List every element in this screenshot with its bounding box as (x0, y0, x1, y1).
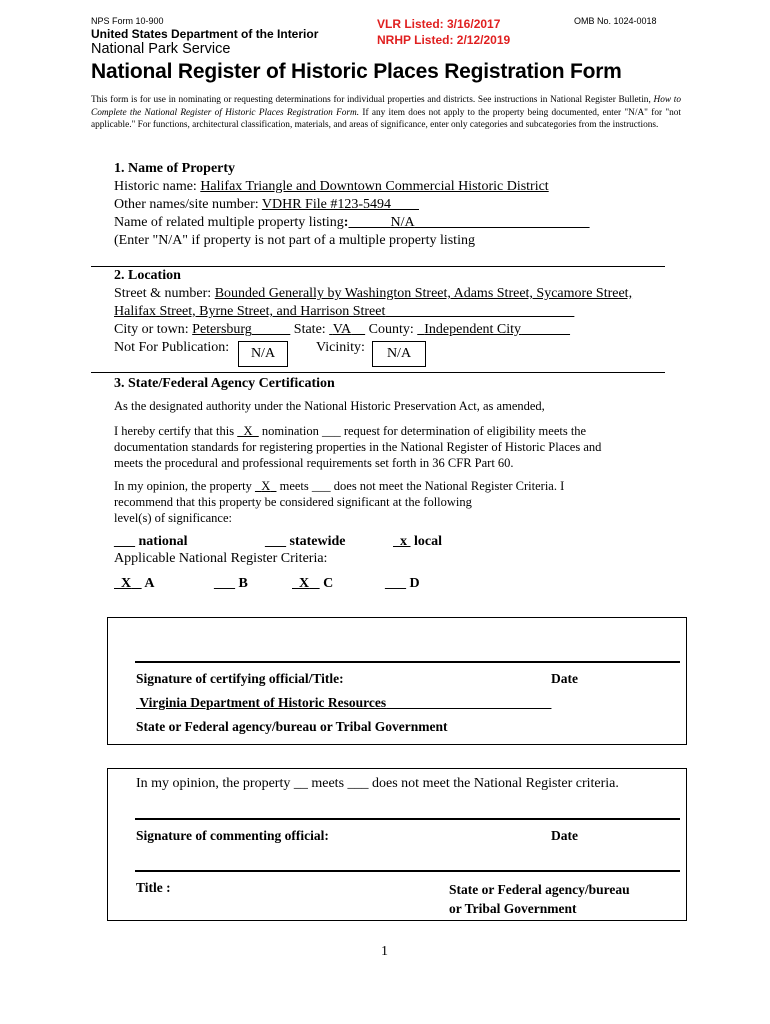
not-for-publication-label: Not For Publication: (114, 340, 230, 355)
certifying-signature-line[interactable] (135, 661, 680, 663)
street-row (114, 286, 632, 302)
opinion-mark-value: X (261, 479, 271, 493)
city-value: Petersburg (192, 322, 252, 337)
certifying-date-label: Date (551, 671, 578, 686)
county-field[interactable] (417, 322, 570, 337)
related-listing-note: (Enter "N/A" if property is not part of a multiple property listing (114, 233, 475, 248)
state-label: State: (293, 322, 330, 337)
criteria-d-label: D (409, 576, 420, 591)
county-label: County: (368, 322, 418, 337)
certify-mark-value: X (243, 424, 253, 438)
nrhp-listed: NRHP Listed: 2/12/2019 (377, 33, 511, 47)
street-underline (385, 304, 574, 319)
section1-divider (91, 266, 665, 267)
commenting-agency-label (449, 880, 630, 918)
related-listing-label: Name of related multiple property listing (114, 215, 344, 230)
other-names-row (114, 197, 419, 213)
authority-statement: As the designated authority under the National Historic Preservation Act, as amended, (114, 399, 545, 413)
criteria-label: Applicable National Register Criteria: (114, 551, 328, 566)
related-listing-value: N/A (390, 215, 415, 230)
certify-nomination-mark[interactable] (237, 424, 259, 438)
other-names-label: Other names/site number: (114, 197, 262, 212)
certifying-signature-label: Signature of certifying official/Title: (136, 671, 344, 686)
level-statewide[interactable] (265, 534, 346, 550)
statewide-blank: ___ (265, 534, 286, 549)
opinion-text-a: In my opinion, the property (114, 479, 255, 493)
section3-heading: 3. State/Federal Agency Certification (114, 376, 335, 391)
historic-name-value[interactable]: Halifax Triangle and Downtown Commercial Historic District (200, 179, 549, 194)
opinion-text-line3: level(s) of significance: (114, 511, 233, 525)
state-field[interactable] (329, 322, 365, 337)
omb-number: OMB No. 1024-0018 (574, 16, 657, 26)
opinion-statement (114, 478, 564, 526)
related-listing-field[interactable] (348, 215, 589, 230)
intro-paragraph (91, 94, 681, 132)
criteria-c-mark (292, 576, 320, 591)
criteria-c-mark-value: X (299, 576, 310, 591)
intro-bulletin-title: How to Complete the National Register of Historic Places Registration Form. (91, 95, 682, 118)
statewide-label: statewide (286, 534, 346, 549)
city-field[interactable] (192, 322, 290, 337)
commenting-top-line (135, 818, 680, 820)
criteria-d[interactable] (385, 576, 420, 592)
certify-text-a: I hereby certify that this (114, 424, 238, 438)
city-state-row (114, 322, 570, 338)
certify-text-line3: meets the procedural and professional requirements set forth in 36 CFR Part 60. (114, 456, 514, 470)
criteria-a[interactable] (114, 576, 154, 592)
county-value: Independent City (424, 322, 522, 337)
level-national[interactable] (114, 534, 188, 550)
national-label: national (135, 534, 188, 549)
local-label: local (410, 534, 442, 549)
street-row-2 (114, 304, 574, 320)
criteria-b[interactable] (214, 576, 248, 592)
related-listing-colon: : (343, 215, 349, 230)
commenting-opinion: In my opinion, the property __ meets ___ does not meet the National Register criteria. (136, 776, 619, 791)
state-value: VA (332, 322, 352, 337)
certifying-agency-field (136, 695, 551, 710)
commenting-agency-line2: or Tribal Government (449, 901, 577, 916)
other-names-underline (391, 197, 419, 212)
criteria-c-label: C (323, 576, 334, 591)
certifying-agency-value: Virginia Department of Historic Resources (139, 695, 387, 710)
local-mark (393, 534, 411, 549)
section1-heading: 1. Name of Property (114, 161, 236, 176)
commenting-title-label: Title : (136, 880, 171, 895)
certifying-agency-row[interactable] (136, 695, 551, 711)
vicinity-value: N/A (386, 346, 412, 361)
opinion-meets-mark[interactable] (255, 479, 277, 493)
level-local[interactable] (393, 534, 442, 550)
criteria-b-label: B (238, 576, 248, 591)
criteria-b-blank: ___ (214, 576, 235, 591)
certify-text-b: nomination ___ request for determination of eligibility meets the (258, 424, 587, 438)
certify-statement (114, 423, 601, 471)
related-listing-row (114, 215, 590, 231)
section2-heading: 2. Location (114, 268, 181, 283)
commenting-signature-line[interactable] (135, 870, 680, 872)
criteria-a-mark (114, 576, 142, 591)
service-name: National Park Service (91, 41, 231, 57)
certify-text-line2: documentation standards for registering properties in the National Register of Historic Places and (114, 440, 602, 454)
section2-divider (91, 372, 665, 373)
other-names-value[interactable]: VDHR File #123-5494 (261, 197, 391, 212)
criteria-d-blank: ___ (385, 576, 406, 591)
vlr-listed: VLR Listed: 3/16/2017 (377, 17, 501, 31)
street-value-line1[interactable]: Bounded Generally by Washington Street, Adams Street, Sycamore Street, (214, 286, 633, 301)
intro-text-2: If any item does not apply to the property being documented, enter "N/A" for "not applicable." For functions, architectural classification, materials, and areas of significance, enter only categories and subcategories from the instructions. (91, 107, 682, 130)
national-blank: ___ (114, 534, 135, 549)
page-number: 1 (381, 944, 388, 959)
commenting-date-label: Date (551, 828, 578, 843)
certifying-agency-label: State or Federal agency/bureau or Tribal Government (136, 719, 448, 734)
commenting-signature-label: Signature of commenting official: (136, 828, 329, 843)
commenting-agency-line1: State or Federal agency/bureau (449, 882, 630, 897)
historic-name-row (114, 179, 549, 195)
opinion-text-line2: recommend that this property be considered significant at the following (114, 495, 472, 509)
city-label: City or town: (114, 322, 193, 337)
criteria-a-label: A (144, 576, 155, 591)
department-name: United States Department of the Interior (91, 27, 319, 41)
criteria-a-mark-value: X (121, 576, 132, 591)
street-label: Street & number: (114, 286, 215, 301)
opinion-text-b: meets ___ does not meet the National Register Criteria. I (276, 479, 565, 493)
not-for-publication-value: N/A (250, 346, 276, 361)
form-title: National Register of Historic Places Registration Form (91, 60, 622, 83)
vicinity-field[interactable] (372, 341, 426, 367)
vicinity-label: Vicinity: (316, 340, 365, 355)
intro-text-1: This form is for use in nominating or requesting determinations for individual properties and districts. See instructions in National Register Bulletin, (91, 95, 654, 105)
historic-name-label: Historic name: (114, 179, 201, 194)
street-value-line2[interactable]: Halifax Street, Byrne Street, and Harrison Street (114, 304, 386, 319)
local-mark-value: x (400, 534, 407, 549)
form-number: NPS Form 10-900 (91, 16, 164, 26)
criteria-c[interactable] (292, 576, 333, 592)
not-for-publication-field[interactable] (238, 341, 288, 367)
